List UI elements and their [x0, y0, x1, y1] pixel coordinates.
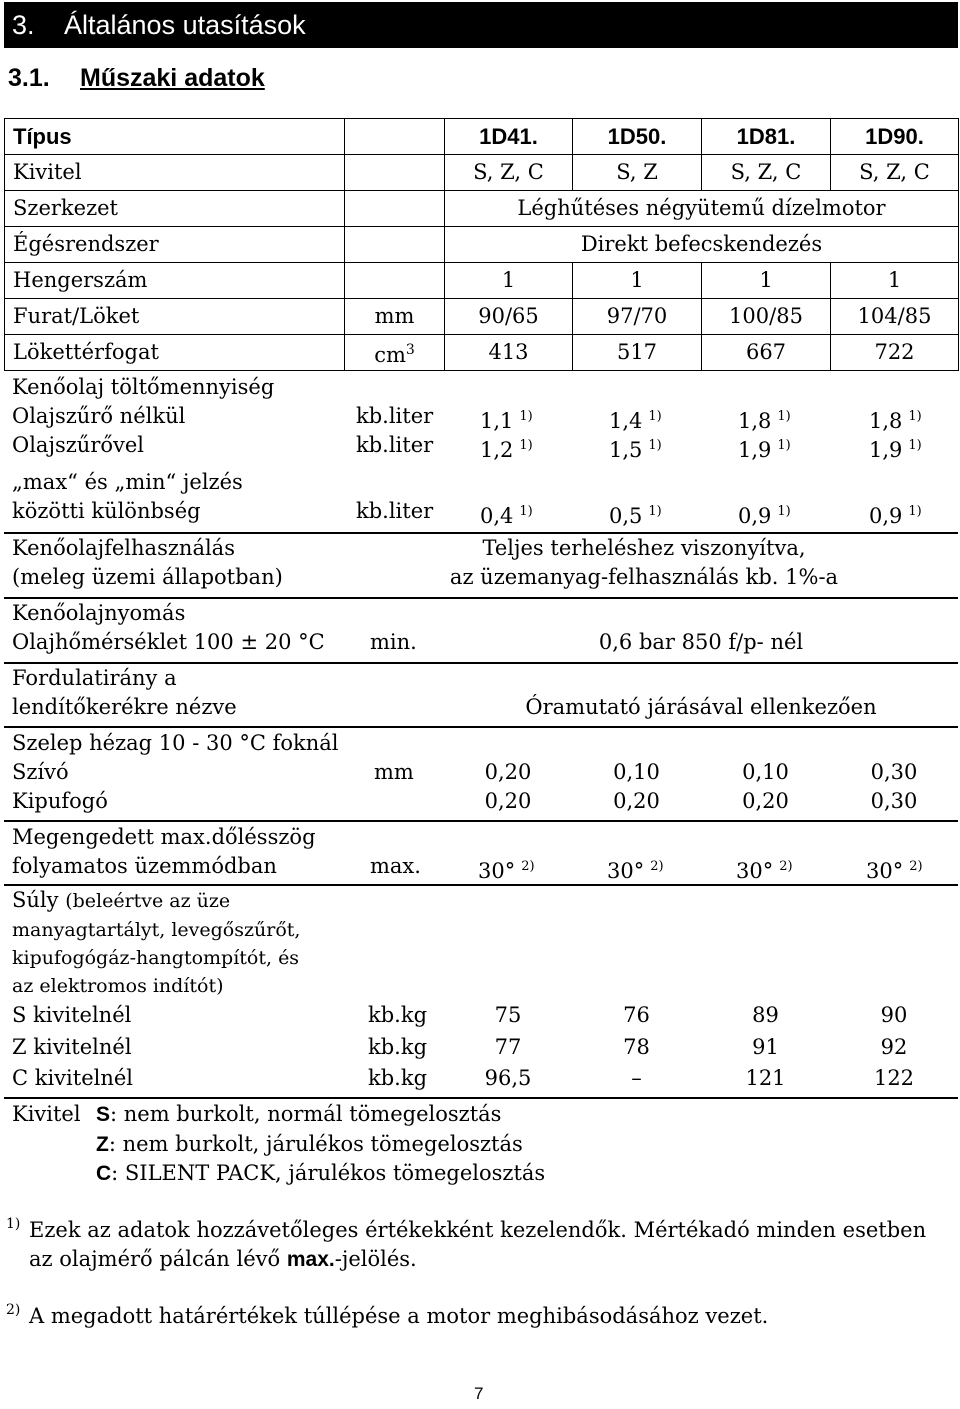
table-row — [5, 155, 959, 191]
cell-value: Direkt befecskendezés — [445, 227, 959, 263]
tilt-unit: max. — [370, 854, 421, 878]
weight-z-label: Z kivitelnél — [12, 1035, 132, 1059]
table-row — [5, 263, 959, 299]
cell-value: S, Z, C — [445, 155, 573, 191]
section-header — [4, 2, 958, 48]
cell-value: 77 — [494, 1035, 522, 1059]
variant-key: Z — [96, 1133, 109, 1156]
value-text: 1,8 — [738, 409, 772, 433]
model-1d50: 1D50. — [573, 119, 702, 155]
footnote-ref: 1) — [777, 504, 791, 519]
row-label: Lökettérfogat — [5, 335, 345, 371]
spec-table — [4, 118, 959, 371]
footnote-2-text: A megadott határértékek túllépése a motor meghibásodásához vezet. — [29, 1304, 769, 1328]
row-label: Kivitel — [5, 155, 345, 191]
value-text: 1,4 — [609, 409, 643, 433]
tilt-value — [478, 852, 535, 886]
oil-diff-value — [738, 497, 791, 531]
oil-consumption-value-1: Teljes terheléshez viszonyítva, — [482, 536, 806, 560]
subsection-number: 3.1. — [8, 64, 50, 92]
row-unit — [345, 155, 445, 191]
oil-fill-value — [609, 431, 662, 465]
row-unit — [345, 335, 445, 371]
footnote-ref: 1) — [777, 438, 791, 453]
footnote-ref: 1) — [908, 409, 922, 424]
variant-key: S — [96, 1103, 111, 1126]
cell-value: Léghűtéses négyütemű dízelmotor — [445, 191, 959, 227]
cell-value: 75 — [494, 1003, 522, 1027]
cell-value: 91 — [752, 1035, 779, 1059]
cell-value: 0,20 — [742, 789, 789, 813]
cell-value: 1 — [702, 263, 831, 299]
oil-fill-filter-label: Olajszűrővel — [12, 433, 145, 457]
row-unit — [345, 263, 445, 299]
tilt-value — [736, 852, 793, 886]
value-text: 0,9 — [738, 504, 772, 528]
weight-desc: manyagtartályt, levegőszűrőt, — [12, 919, 301, 941]
cell-value: 90 — [880, 1003, 908, 1027]
weight-unit: kb.kg — [368, 1035, 428, 1059]
divider — [4, 726, 958, 728]
cell-value: 0,10 — [742, 760, 789, 784]
divider — [4, 1097, 958, 1099]
table-header-row — [5, 119, 959, 155]
oil-fill-value — [480, 431, 533, 465]
oil-fill-value — [869, 431, 922, 465]
row-unit — [345, 191, 445, 227]
cell-value: 413 — [445, 335, 573, 371]
value-text: 0,4 — [480, 504, 514, 528]
value-text: 1,9 — [869, 438, 903, 462]
table-row — [5, 299, 959, 335]
row-label: Szerkezet — [5, 191, 345, 227]
cell-value: 1 — [445, 263, 573, 299]
footnote-ref: 1) — [648, 504, 662, 519]
cell-value: 121 — [745, 1066, 786, 1090]
tilt-value — [607, 852, 664, 886]
cell-value: – — [631, 1066, 642, 1090]
oil-fill-unit: kb.liter — [356, 404, 434, 428]
weight-unit: kb.kg — [368, 1066, 428, 1090]
subsection-title: Műszaki adatok — [80, 64, 265, 92]
table-row — [5, 227, 959, 263]
footnote-ref: 2) — [521, 859, 535, 874]
row-unit: mm — [345, 299, 445, 335]
cell-value: 78 — [623, 1035, 650, 1059]
rotation-label-1: Fordulatirány a — [12, 666, 177, 690]
footnote-2-mark: 2) — [6, 1302, 21, 1318]
footnote-ref: 1) — [648, 438, 662, 453]
cell-value: 1 — [573, 263, 702, 299]
weight-desc: az elektromos indítót) — [12, 975, 224, 997]
value-text: 30° — [736, 859, 774, 883]
cell-value: 1 — [831, 263, 959, 299]
row-unit — [345, 227, 445, 263]
footnote-text: -jelölés. — [334, 1247, 417, 1271]
cell-value: 76 — [623, 1003, 650, 1027]
value-text: 1,5 — [609, 438, 643, 462]
footnote-1-mark: 1) — [6, 1216, 21, 1232]
footnote-ref: 1) — [777, 409, 791, 424]
row-label: Hengerszám — [5, 263, 345, 299]
valve-unit: mm — [374, 760, 414, 784]
cell-value: 90/65 — [445, 299, 573, 335]
valve-intake-label: Szívó — [12, 760, 69, 784]
section-title: Általános utasítások — [64, 10, 306, 40]
footnote-ref: 2) — [650, 859, 664, 874]
tilt-label-2: folyamatos üzemmódban — [12, 854, 277, 878]
value-text: 0,9 — [869, 504, 903, 528]
oil-consumption-value-2: az üzemanyag-felhasználás kb. 1%-a — [449, 565, 839, 589]
cell-value: 667 — [702, 335, 831, 371]
cell-value: 0,20 — [484, 760, 532, 784]
cell-value: S, Z, C — [702, 155, 831, 191]
cell-value: 92 — [880, 1035, 908, 1059]
variants-label: Kivitel — [12, 1102, 81, 1126]
oil-fill-value — [738, 431, 791, 465]
value-text: 1,9 — [738, 438, 772, 462]
cell-value: 0,20 — [484, 789, 532, 813]
variant-text: : nem burkolt, normál tömegelosztás — [110, 1102, 502, 1126]
oil-pressure-unit: min. — [370, 630, 417, 654]
oil-fill-title: Kenőolaj töltőmennyiség — [12, 375, 275, 399]
valve-title: Szelep hézag 10 - 30 °C foknál — [12, 731, 339, 755]
footnote-1-line-2 — [29, 1245, 417, 1274]
footnote-ref: 1) — [519, 504, 533, 519]
value-text: 0,5 — [609, 504, 643, 528]
variant-c — [96, 1159, 545, 1188]
footnote-ref: 1) — [519, 438, 533, 453]
weight-desc: (beleértve az üze — [65, 890, 231, 912]
footnote-1-line-1: Ezek az adatok hozzávetőleges értékekként kezelendők. Mértékadó minden esetben — [29, 1218, 927, 1242]
cell-value: 0,30 — [870, 760, 918, 784]
oil-diff-label-2: közötti különbség — [12, 499, 201, 523]
tilt-value — [866, 852, 923, 886]
value-text: 1,1 — [480, 409, 514, 433]
value-text: 30° — [607, 859, 645, 883]
rotation-label-2: lendítőkerékre nézve — [12, 695, 237, 719]
oil-consumption-label-1: Kenőolajfelhasználás — [12, 536, 235, 560]
row-label: Furat/Löket — [5, 299, 345, 335]
oil-fill-no-filter-label: Olajszűrő nélkül — [12, 404, 186, 428]
oil-diff-value — [869, 497, 922, 531]
cell-value: 517 — [573, 335, 702, 371]
footnote-bold: max. — [286, 1248, 335, 1271]
footnote-ref: 1) — [908, 438, 922, 453]
table-row — [5, 335, 959, 371]
cell-value: 722 — [831, 335, 959, 371]
oil-fill-unit: kb.liter — [356, 433, 434, 457]
cell-value: S, Z — [573, 155, 702, 191]
cell-value: 100/85 — [702, 299, 831, 335]
valve-exhaust-label: Kipufogó — [12, 789, 108, 813]
value-text: 1,2 — [480, 438, 514, 462]
cell-value: 122 — [873, 1066, 915, 1090]
cell-value: 0,30 — [870, 789, 918, 813]
section-number: 3. — [12, 10, 35, 40]
oil-diff-label-1: „max“ és „min“ jelzés — [12, 470, 243, 494]
oil-diff-value — [480, 497, 533, 531]
oil-diff-value — [609, 497, 662, 531]
variant-z — [96, 1130, 523, 1159]
footnote-ref: 2) — [779, 859, 793, 874]
weight-title-line — [12, 886, 230, 916]
rotation-value: Óramutató járásával ellenkezően — [525, 695, 877, 719]
value-text: 1,8 — [869, 409, 903, 433]
unit-text: cm — [374, 342, 406, 367]
oil-consumption-label-2: (meleg üzemi állapotban) — [12, 565, 283, 589]
cell-value: 96,5 — [484, 1066, 532, 1090]
cell-value: S, Z, C — [831, 155, 959, 191]
weight-unit: kb.kg — [368, 1003, 428, 1027]
tilt-label-1: Megengedett max.dőlésszög — [12, 825, 316, 849]
model-1d90: 1D90. — [831, 119, 959, 155]
value-text: 30° — [478, 859, 516, 883]
weight-desc: kipufogógáz-hangtompítót, és — [12, 947, 300, 969]
model-1d41: 1D41. — [445, 119, 573, 155]
cell-value: 89 — [752, 1003, 779, 1027]
value-text: 30° — [866, 859, 904, 883]
footnote-ref: 1) — [908, 504, 922, 519]
cell-value: 0,10 — [613, 760, 660, 784]
model-1d81: 1D81. — [702, 119, 831, 155]
footnote-text: az olajmérő pálcán lévő — [29, 1247, 287, 1271]
weight-title: Súly — [12, 888, 59, 912]
footnote-ref: 1) — [519, 409, 533, 424]
page-number: 7 — [474, 1384, 484, 1403]
footnote-ref: 2) — [909, 859, 923, 874]
oil-diff-unit: kb.liter — [356, 499, 434, 523]
variant-text: : SILENT PACK, járulékos tömegelosztás — [111, 1161, 546, 1185]
variant-key: C — [96, 1162, 112, 1185]
footnote-ref: 1) — [648, 409, 662, 424]
row-label: Égésrendszer — [5, 227, 345, 263]
unit-header — [345, 119, 445, 155]
oil-pressure-value: 0,6 bar 850 f/p- nél — [598, 630, 804, 654]
type-header: Típus — [5, 119, 345, 155]
variant-text: : nem burkolt, járulékos tömegelosztás — [108, 1132, 523, 1156]
weight-c-label: C kivitelnél — [12, 1066, 134, 1090]
divider — [4, 820, 958, 822]
cell-value: 104/85 — [831, 299, 959, 335]
oil-pressure-label-1: Kenőolajnyomás — [12, 601, 186, 625]
unit-superscript: 3 — [405, 341, 415, 358]
variant-s — [96, 1100, 501, 1129]
table-row — [5, 191, 959, 227]
cell-value: 97/70 — [573, 299, 702, 335]
weight-s-label: S kivitelnél — [12, 1003, 132, 1027]
oil-pressure-label-2: Olajhőmérséklet 100 ± 20 °C — [12, 630, 325, 654]
cell-value: 0,20 — [613, 789, 660, 813]
